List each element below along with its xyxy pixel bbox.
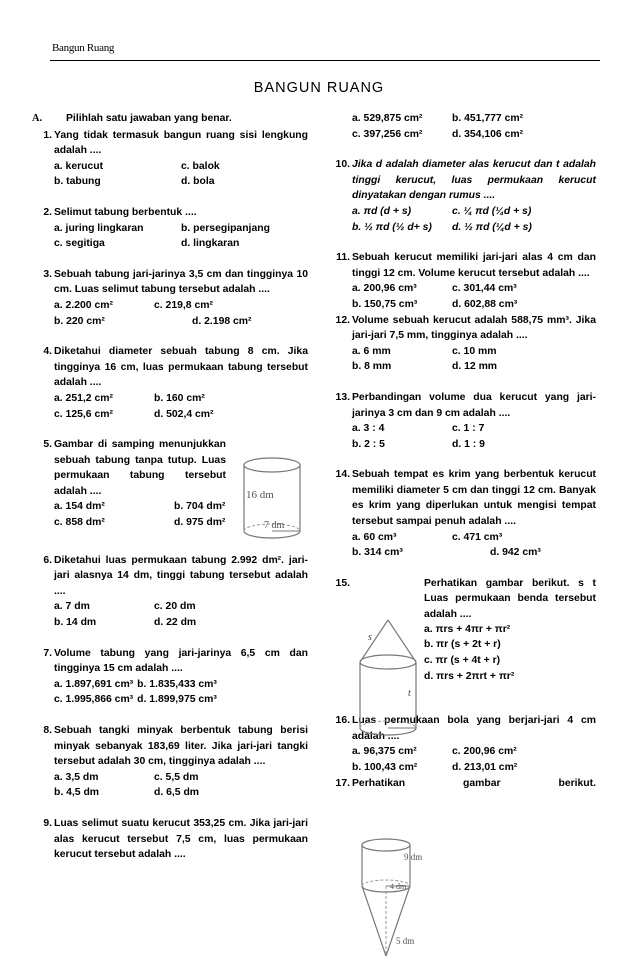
question-text: Luas selimut suatu kerucut 353,25 cm. Jika jari-jari alas kerucut tersebut 7,5 cm, luas permukaan kerucut tersebut adalah .... (54, 817, 308, 861)
option[interactable]: d. 602,88 cm³ (452, 298, 518, 310)
option[interactable]: d. 22 dm (154, 617, 197, 629)
option[interactable]: a. 3 : 4 (352, 423, 385, 435)
option[interactable]: a. 3,5 dm (54, 771, 99, 783)
question-text: Sebuah tempat es krim yang berbentuk kerucut memiliki diameter 5 cm dan tinggi 12 cm. Banyak es krim yang diperlukan untuk mengisi tempat tersebut sampai penuh adalah .... (352, 469, 596, 528)
option[interactable]: d. 2.198 cm² (192, 315, 252, 327)
option[interactable]: a. 200,96 cm³ (352, 283, 417, 295)
option[interactable]: d. lingkaran (181, 238, 240, 250)
question-number: 7. (43, 647, 52, 659)
option[interactable]: c. ¼ πd (¼d + s) (452, 205, 532, 217)
option[interactable]: c. 10 mm (452, 345, 497, 357)
option[interactable]: b. 14 dm (54, 617, 97, 629)
question-2 (32, 205, 308, 252)
question-text: Luas permukaan bola yang berjari-jari 4 cm adalah .... (352, 715, 596, 742)
option[interactable]: b. 1.835,433 cm³ (137, 678, 217, 690)
option[interactable]: d. πrs + 2πrt + πr² (424, 670, 515, 682)
question-3 (32, 267, 308, 329)
question-10 (330, 157, 596, 235)
option[interactable]: c. 471 cm³ (452, 531, 503, 543)
instruction-text: Pilihlah satu jawaban yang benar. (66, 113, 232, 124)
option[interactable]: c. 1 : 7 (452, 423, 485, 435)
cone-cylinder-figure (352, 614, 424, 744)
option[interactable]: a. juring lingkaran (54, 222, 144, 234)
question-text: Perbandingan volume dua kerucut yang jari-jarinya 3 cm dan 9 cm adalah .... (352, 391, 596, 419)
radius-label: 7 dm (264, 520, 285, 531)
option[interactable]: b. 8 mm (352, 361, 392, 373)
open-cylinder-figure (238, 455, 316, 543)
question-text: Volume sebuah kerucut adalah 588,75 mm³. Jika jari-jari 7,5 mm, tingginya adalah .... (352, 314, 596, 342)
question-4 (32, 344, 308, 422)
option[interactable]: a. 251,2 cm² (54, 392, 113, 404)
option[interactable]: b. 220 cm² (54, 315, 105, 327)
question-number: 4. (43, 346, 52, 358)
option[interactable]: d. 12 mm (452, 361, 498, 373)
option[interactable]: b. tabung (54, 176, 101, 188)
running-header: Bangun Ruang (52, 42, 115, 54)
option[interactable]: d. 213,01 cm² (452, 762, 518, 773)
question-13 (330, 390, 596, 452)
option[interactable]: c. 1.995,866 cm³ (54, 694, 134, 706)
question-text: Sebuah tabung jari-jarinya 3,5 cm dan tingginya 10 cm. Luas selimut tabung tersebut adalah .... (54, 268, 308, 296)
option[interactable]: a. 96,375 cm² (352, 746, 417, 758)
question-9-options (330, 111, 596, 142)
option[interactable]: d. 1 : 9 (452, 438, 485, 450)
question-11 (330, 250, 596, 312)
option[interactable]: a. 60 cm³ (352, 531, 397, 543)
option[interactable]: d. 502,4 cm² (154, 408, 214, 420)
option[interactable]: c. segitiga (54, 238, 105, 250)
question-number: 2. (43, 206, 52, 218)
question-number: 17. (335, 777, 350, 789)
question-number: 12. (335, 314, 350, 326)
question-number: 10. (335, 159, 350, 171)
question-number: 3. (43, 268, 52, 280)
question-number: 11. (336, 252, 350, 264)
option[interactable]: c. balok (181, 160, 220, 172)
option[interactable]: b. 704 dm² (174, 501, 226, 513)
question-text: Gambar di samping menunjukkan sebuah tabung tanpa tutup. Luas permukaan tabung tersebut adalah .... (54, 439, 226, 497)
question-text: Yang tidak termasuk bangun ruang sisi lengkung adalah .... (54, 129, 308, 157)
height-label: 16 dm (246, 489, 274, 501)
option[interactable]: a. πrs + 4πr + πr² (424, 623, 511, 635)
question-1 (32, 128, 308, 190)
question-text: Jika d adalah diameter alas kerucut dan t adalah tinggi kerucut, luas permukaan kerucut dinyatakan dengan rumus .... (352, 159, 596, 202)
option[interactable]: b. 150,75 cm³ (352, 298, 418, 310)
option[interactable]: c. 200,96 cm² (452, 746, 517, 758)
option[interactable]: a. 529,875 cm² (352, 113, 423, 124)
option[interactable]: d. bola (181, 176, 215, 188)
option[interactable]: b. persegipanjang (181, 222, 270, 234)
question-6 (32, 553, 308, 631)
question-text: Perhatikan gambar berikut. s t Luas permukaan benda tersebut adalah .... (424, 577, 596, 621)
option[interactable]: d. 354,106 cm² (452, 128, 524, 140)
option[interactable]: a. 7 dm (54, 601, 90, 613)
question-9 (32, 816, 308, 863)
option[interactable]: a. 154 dm² (54, 501, 105, 513)
cone-label: 5 dm (396, 936, 415, 946)
question-7 (32, 646, 308, 708)
question-number: 9. (43, 817, 52, 829)
question-17 (330, 776, 596, 792)
question-number: 5. (43, 439, 52, 451)
question-text: Sebuah tangki minyak berbentuk tabung berisi minyak sebanyak 183,69 liter. Jika jari-jari tangki tersebut adalah 30 cm, tingginya adalah .... (54, 725, 308, 768)
radius-label: 4 dm (390, 882, 407, 891)
question-number: 6. (43, 554, 52, 566)
option[interactable]: b. 160 cm² (154, 392, 205, 404)
option[interactable]: d. ½ πd (¼d + s) (452, 221, 532, 233)
s-label: s (368, 632, 372, 643)
question-number: 13. (335, 391, 350, 403)
question-12 (330, 313, 596, 375)
t-label: t (408, 688, 411, 699)
option[interactable]: b. 2 : 5 (352, 438, 385, 450)
question-number: 16. (335, 715, 350, 727)
option[interactable]: a. 1.897,691 cm³ (54, 678, 134, 690)
option[interactable]: d. 6,5 dm (154, 787, 200, 799)
option[interactable]: b. 4,5 dm (54, 787, 100, 799)
question-number: 1. (43, 129, 52, 141)
section-letter: A. (32, 113, 43, 124)
page-title: BANGUN RUANG (253, 80, 385, 96)
option[interactable]: a. 2.200 cm² (54, 299, 113, 311)
question-text: Volume tabung yang jari-jarinya 6,5 cm dan tingginya 15 cm adalah .... (54, 647, 308, 675)
option[interactable]: c. 858 dm² (54, 517, 105, 529)
question-text: Diketahui diameter sebuah tabung 8 cm. Jika tingginya 16 cm, luas permukaan tabung tersebut adalah .... (54, 346, 308, 389)
option[interactable]: a. 6 mm (352, 345, 391, 357)
option[interactable]: b. 100,43 cm² (352, 762, 418, 773)
option[interactable]: c. 219,8 cm² (154, 299, 213, 311)
option[interactable]: b. πr (s + 2t + r) (424, 639, 501, 651)
question-14 (330, 467, 596, 561)
option[interactable]: c. 5,5 dm (154, 771, 199, 783)
option[interactable]: b. ½ πd (½ d+ s) (352, 221, 432, 233)
option[interactable]: a. πd (d + s) (352, 205, 412, 217)
top-label: 9 dm (404, 852, 423, 862)
question-number: 8. (43, 725, 52, 736)
question-number: 15. (335, 577, 350, 589)
option[interactable]: d. 942 cm³ (490, 547, 541, 559)
option[interactable]: c. 301,44 cm³ (452, 283, 517, 295)
option[interactable]: b. 451,777 cm² (452, 113, 524, 124)
option[interactable]: b. 314 cm³ (352, 547, 403, 559)
option[interactable]: c. 397,256 cm² (352, 128, 423, 140)
cylinder-cone-figure (354, 836, 428, 976)
question-number: 14. (335, 469, 350, 481)
option[interactable]: c. 125,6 cm² (54, 408, 113, 420)
question-text: Selimut tabung berbentuk .... (54, 206, 197, 218)
option[interactable]: d. 1.899,975 cm³ (137, 694, 217, 706)
option[interactable]: c. πr (s + 4t + r) (424, 655, 501, 667)
header-rule (50, 60, 600, 61)
question-text: Diketahui luas permukaan tabung 2.992 dm². jari-jari alasnya 14 dm, tinggi tabung tersebut adalah .... (54, 554, 308, 597)
option[interactable]: a. kerucut (54, 160, 104, 172)
question-text: Sebuah kerucut memiliki jari-jari alas 4 cm dan tinggi 12 cm. Volume kerucut tersebut adalah .... (352, 252, 596, 279)
instruction (32, 111, 308, 127)
question-text: Perhatikan gambar berikut. (352, 777, 596, 789)
question-8 (32, 723, 308, 801)
option[interactable]: c. 20 dm (154, 601, 196, 613)
option[interactable]: d. 975 dm² (174, 517, 226, 529)
